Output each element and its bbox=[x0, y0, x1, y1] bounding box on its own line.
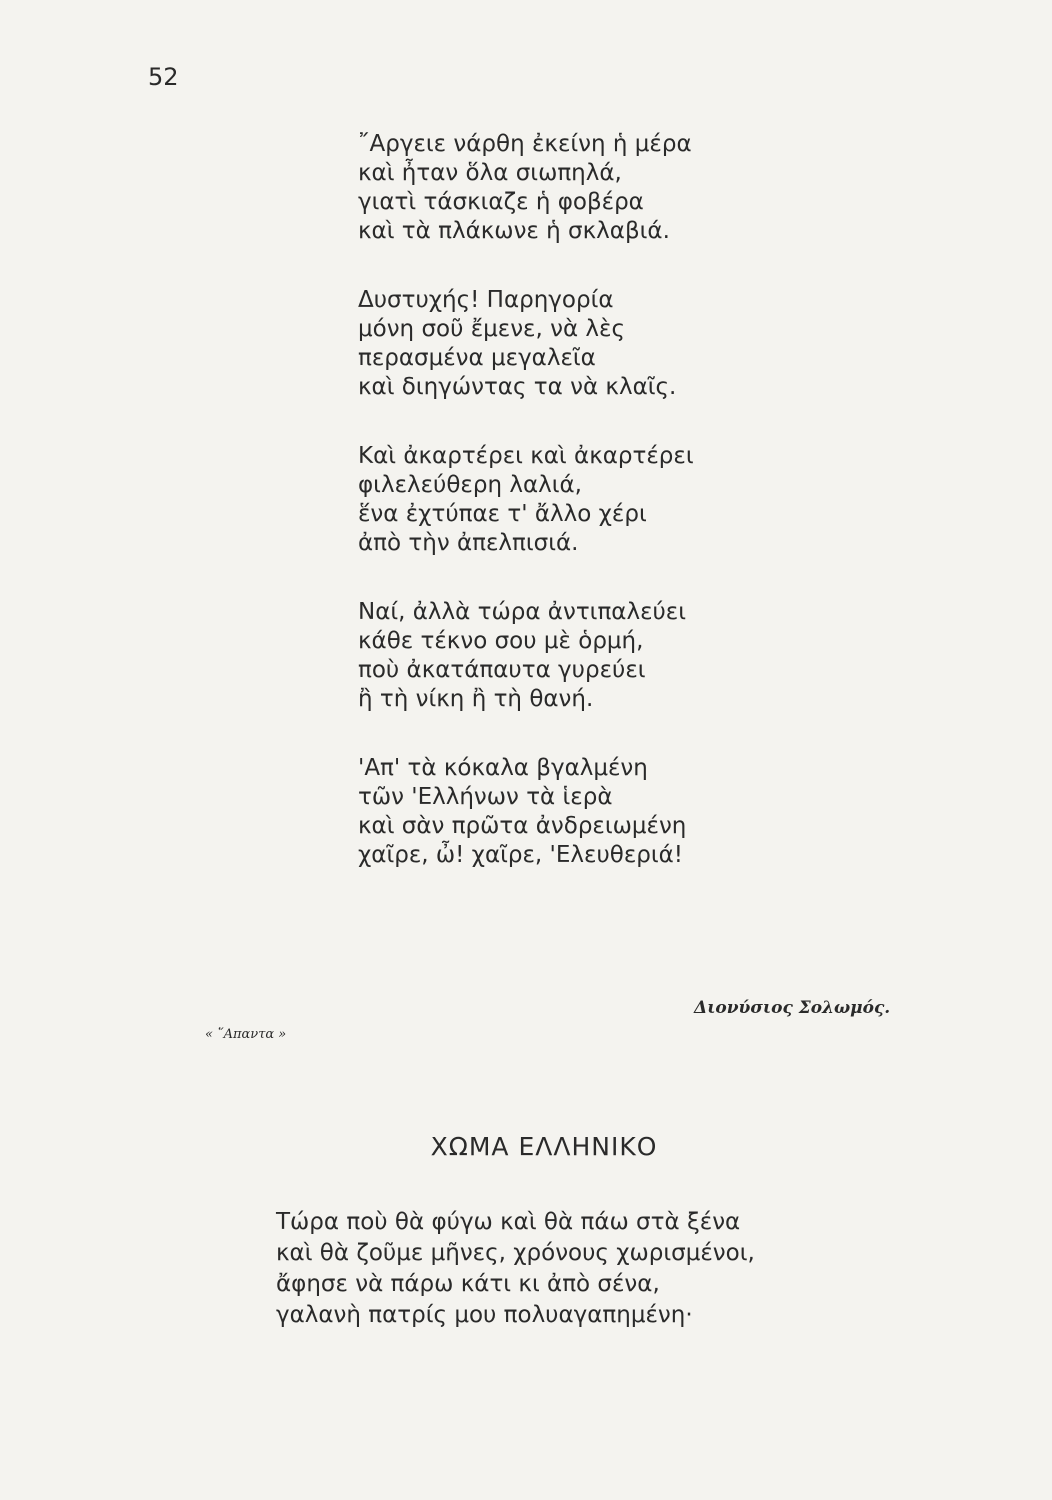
stanza-2 bbox=[358, 286, 694, 402]
poem-line: Τώρα ποὺ θὰ φύγω καὶ θὰ πάω στὰ ξένα bbox=[276, 1209, 741, 1235]
section-title: ΧΩΜΑ ΕΛΛΗΝΙΚΟ bbox=[430, 1132, 658, 1161]
poem-line: καὶ θὰ ζοῦμε μῆνες, χρόνους χωρισμένοι, bbox=[276, 1240, 755, 1266]
poem-line: 'Απ' τὰ κόκαλα βγαλμένη bbox=[358, 755, 648, 781]
poem bbox=[358, 130, 694, 910]
poem-line: ῎Αργειε νάρθη ἐκείνη ἡ μέρα bbox=[358, 131, 692, 157]
poem-line: μόνη σοῦ ἔμενε, νὰ λὲς bbox=[358, 316, 625, 342]
poem-line: ἕνα ἐχτύπαε τ' ἄλλο χέρι bbox=[358, 501, 647, 527]
poem-line: ἄφησε νὰ πάρω κάτι κι ἀπὸ σένα, bbox=[276, 1271, 660, 1297]
poem-source: « ῞Απαντα » bbox=[205, 1027, 287, 1042]
stanza-3 bbox=[358, 442, 694, 558]
poem-line: Καὶ ἀκαρτέρει καὶ ἀκαρτέρει bbox=[358, 443, 694, 469]
poem-line: χαῖρε, ὦ! χαῖρε, 'Ελευθεριά! bbox=[358, 842, 684, 868]
stanza-1 bbox=[358, 130, 694, 246]
second-poem bbox=[276, 1207, 755, 1331]
poem-line: καὶ ἦταν ὅλα σιωπηλά, bbox=[358, 160, 622, 186]
poem-line: ποὺ ἀκατάπαυτα γυρεύει bbox=[358, 657, 646, 683]
poem-line: τῶν 'Ελλήνων τὰ ἱερὰ bbox=[358, 784, 613, 810]
poem-line: γαλανὴ πατρίς μου πολυαγαπημένη· bbox=[276, 1302, 693, 1328]
poem-line: καὶ σὰν πρῶτα ἀνδρειωμένη bbox=[358, 813, 687, 839]
poem-line: καὶ τὰ πλάκωνε ἡ σκλαβιά. bbox=[358, 218, 670, 244]
poem-author: Διονύσιος Σολωμός. bbox=[694, 998, 891, 1018]
page-number: 52 bbox=[148, 63, 179, 91]
poem-line: ἢ τὴ νίκη ἢ τὴ θανή. bbox=[358, 686, 594, 712]
poem-line: γιατὶ τάσκιαζε ἡ φοβέρα bbox=[358, 189, 644, 215]
poem-line: περασμένα μεγαλεῖα bbox=[358, 345, 596, 371]
poem-line: φιλελεύθερη λαλιά, bbox=[358, 472, 582, 498]
poem-line: καὶ διηγώντας τα νὰ κλαῖς. bbox=[358, 374, 677, 400]
poem-line: ἀπὸ τὴν ἀπελπισιά. bbox=[358, 530, 579, 556]
poem-line: κάθε τέκνο σου μὲ ὁρμή, bbox=[358, 628, 644, 654]
stanza-4 bbox=[358, 598, 694, 714]
poem-line: Ναί, ἀλλὰ τώρα ἀντιπαλεύει bbox=[358, 599, 687, 625]
poem-line: Δυστυχής! Παρηγορία bbox=[358, 287, 614, 313]
stanza-5 bbox=[358, 754, 694, 870]
